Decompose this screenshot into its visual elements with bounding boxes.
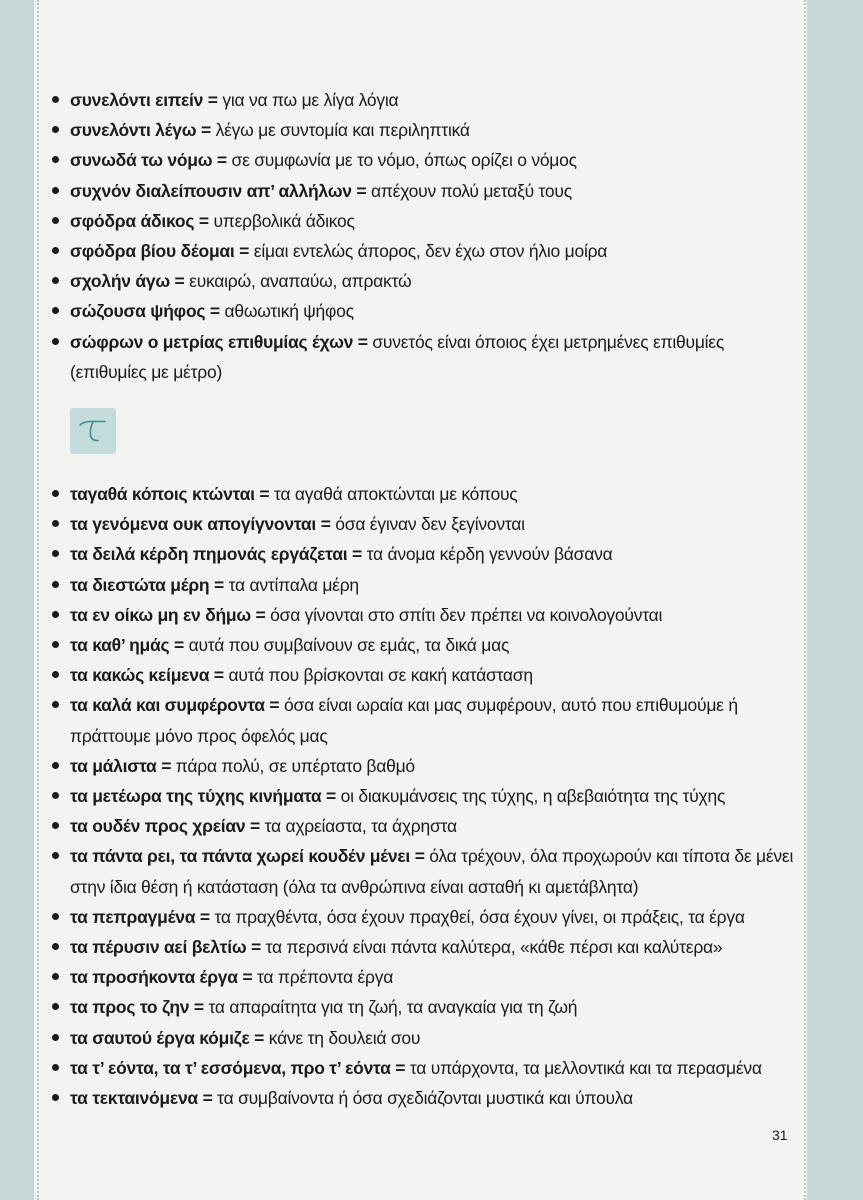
- equals-sign: =: [199, 906, 210, 927]
- entry-meaning: όσα είναι ωραία και μας συμφέρουν, αυτό που επιθυμούμε ή πράττουμε μόνο προς όφελός μας: [70, 695, 738, 746]
- bullet-icon: [52, 550, 59, 557]
- entry-term: συνελόντι λέγω: [70, 120, 197, 141]
- entries-list-tau: [50, 479, 805, 1113]
- list-item: [50, 236, 805, 266]
- bullet-icon: [52, 792, 59, 799]
- bullet-icon: [52, 852, 59, 859]
- equals-sign: =: [213, 665, 224, 686]
- bullet-icon: [52, 671, 59, 678]
- entry-term: σώφρων ο μετρίας επιθυμίας έχων: [70, 331, 354, 352]
- list-item: [50, 660, 805, 690]
- entry-meaning: οι διακυμάνσεις της τύχης, η αβεβαιότητα της τύχης: [340, 786, 726, 807]
- equals-sign: =: [209, 301, 220, 322]
- equals-sign: =: [356, 180, 367, 201]
- bullet-icon: [52, 338, 59, 345]
- list-item: [50, 266, 805, 296]
- entry-term: τα τεκταινόμενα: [70, 1088, 198, 1109]
- equals-sign: =: [207, 90, 218, 110]
- entry-term: τα καλά και συμφέροντα: [70, 695, 265, 716]
- bullet-icon: [52, 156, 59, 163]
- entry-meaning: τα αχρείαστα, τα άχρηστα: [264, 816, 457, 837]
- list-item: [50, 811, 805, 841]
- equals-sign: =: [326, 786, 337, 807]
- list-item: [50, 1023, 805, 1053]
- entry-meaning: λέγω με συντομία και περιληπτικά: [215, 120, 470, 141]
- bullet-icon: [52, 96, 59, 103]
- list-item: [50, 962, 805, 992]
- entry-term: τα κακώς κείμενα: [70, 665, 210, 686]
- entry-term: τα τ’ εόντα, τα τ’ εσσόμενα, προ τ’ εόντα: [70, 1057, 391, 1078]
- entry-term: τα μετέωρα της τύχης κινήματα: [70, 786, 322, 807]
- entry-term: τα πέρυσιν αεί βελτίω: [70, 937, 247, 958]
- entry-meaning: τα περσινά είναι πάντα καλύτερα, «κάθε πέρσι και καλύτερα»: [265, 937, 723, 958]
- entry-meaning: όσα έγιναν δεν ξεγίνονται: [335, 514, 525, 535]
- entry-term: σώζουσα ψήφος: [70, 301, 206, 322]
- bullet-icon: [52, 520, 59, 527]
- equals-sign: =: [395, 1057, 406, 1078]
- entry-meaning: όλα τρέχουν, όλα προχωρούν και τίποτα δε μένει στην ίδια θέση ή κατάσταση (όλα τα ανθρώπινα είναι ασταθή κι αμετάβλητα): [70, 846, 794, 897]
- list-item: [50, 539, 805, 569]
- bullet-icon: [52, 277, 59, 284]
- entry-meaning: τα απαραίτητα για τη ζωή, τα αναγκαία για τη ζωή: [208, 997, 578, 1018]
- list-item: [50, 176, 805, 206]
- page-edge-left: [37, 0, 39, 1200]
- bullet-icon: [52, 247, 59, 254]
- entry-meaning: όσα γίνονται στο σπίτι δεν πρέπει να κοινολογούνται: [270, 604, 663, 625]
- entry-meaning: τα συμβαίνοντα ή όσα σχεδιάζονται μυστικά και ύπουλα: [217, 1088, 633, 1109]
- entry-meaning: υπερβολικά άδικος: [213, 210, 355, 231]
- equals-sign: =: [216, 150, 227, 171]
- entry-meaning: αυτά που βρίσκονται σε κακή κατάσταση: [228, 665, 533, 686]
- bullet-icon: [52, 581, 59, 588]
- equals-sign: =: [251, 937, 261, 958]
- equals-sign: =: [357, 331, 368, 352]
- entry-term: συνελόντι ειπείν: [70, 90, 204, 110]
- entry-meaning: είμαι εντελώς άπορος, δεν έχω στον ήλιο μοίρα: [253, 241, 608, 262]
- list-item: [50, 570, 805, 600]
- equals-sign: =: [414, 846, 425, 867]
- list-item: [50, 902, 805, 932]
- list-item: [50, 115, 805, 145]
- bullet-icon: [52, 1003, 59, 1010]
- entry-term: τα πάντα ρει, τα πάντα χωρεί κουδέν μένει: [70, 846, 411, 867]
- bullet-icon: [52, 307, 59, 314]
- bullet-icon: [52, 187, 59, 194]
- entry-meaning: αυτά που συμβαίνουν σε εμάς, τα δικά μας: [188, 635, 510, 656]
- list-item: [50, 85, 805, 115]
- equals-sign: =: [214, 574, 224, 595]
- entry-term: τα ουδέν προς χρείαν: [70, 816, 246, 837]
- list-item: [50, 751, 805, 781]
- equals-sign: =: [249, 816, 260, 837]
- entry-meaning: συνετός είναι όποιος έχει μετρημένες επιθυμίες (επιθυμίες με μέτρο): [70, 331, 725, 382]
- tau-letter-icon: [77, 418, 109, 444]
- entry-meaning: πάρα πολύ, σε υπέρτατο βαθμό: [175, 755, 415, 776]
- bullet-icon: [52, 822, 59, 829]
- equals-sign: =: [242, 967, 253, 988]
- list-item: [50, 1083, 805, 1113]
- bullet-icon: [52, 762, 59, 769]
- list-item: [50, 479, 805, 509]
- page-number: 31: [772, 1127, 788, 1143]
- entry-term: τα μάλιστα: [70, 755, 157, 776]
- entry-term: σφόδρα βίου δέομαι: [70, 241, 235, 262]
- equals-sign: =: [239, 241, 250, 262]
- list-item: [50, 932, 805, 962]
- list-item: [50, 1053, 805, 1083]
- equals-sign: =: [259, 484, 270, 504]
- equals-sign: =: [174, 271, 185, 292]
- entry-meaning: ευκαιρώ, αναπαύω, απρακτώ: [189, 271, 412, 292]
- letter-heading-tau: [70, 408, 116, 454]
- entry-meaning: κάνε τη δουλειά σου: [268, 1027, 421, 1048]
- entry-term: τα γενόμενα ουκ απογίγνονται: [70, 514, 317, 535]
- entry-term: συνωδά τω νόμω: [70, 150, 213, 171]
- entry-term: τα διεστώτα μέρη: [70, 574, 210, 595]
- equals-sign: =: [161, 755, 172, 776]
- equals-sign: =: [202, 1088, 213, 1109]
- entry-term: τα πεπραγμένα: [70, 906, 196, 927]
- bullet-icon: [52, 611, 59, 618]
- equals-sign: =: [200, 120, 211, 141]
- entry-term: τα εν οίκω μη εν δήμω: [70, 604, 251, 625]
- entry-term: τα προσήκοντα έργα: [70, 967, 238, 988]
- equals-sign: =: [173, 635, 184, 656]
- entry-term: τα δειλά κέρδη πημονάς εργάζεται: [70, 544, 348, 565]
- entry-term: συχνόν διαλείπουσιν απ’ αλλήλων: [70, 180, 352, 201]
- bullet-icon: [52, 217, 59, 224]
- bullet-icon: [52, 701, 59, 708]
- entry-meaning: τα αντίπαλα μέρη: [228, 574, 359, 595]
- entry-meaning: τα υπάρχοντα, τα μελλοντικά και τα περασμένα: [409, 1057, 762, 1078]
- list-item: [50, 992, 805, 1022]
- entry-term: τα σαυτού έργα κόμιζε: [70, 1027, 250, 1048]
- bullet-icon: [52, 973, 59, 980]
- equals-sign: =: [320, 514, 331, 535]
- list-item: [50, 206, 805, 236]
- entry-meaning: σε συμφωνία με το νόμο, όπως ορίζει ο νόμος: [231, 150, 577, 171]
- entry-meaning: τα πρέποντα έργα: [257, 967, 394, 988]
- list-item: [50, 296, 805, 326]
- entry-meaning: τα αγαθά αποκτώνται με κόπους: [273, 484, 518, 504]
- entry-meaning: για να πω με λίγα λόγια: [222, 90, 399, 110]
- list-item: [50, 145, 805, 175]
- bullet-icon: [52, 1034, 59, 1041]
- bullet-icon: [52, 641, 59, 648]
- bullet-icon: [52, 490, 59, 497]
- entry-meaning: τα άνομα κέρδη γεννούν βάσανα: [366, 544, 613, 565]
- entry-term: σχολήν άγω: [70, 271, 170, 292]
- list-item: [50, 781, 805, 811]
- equals-sign: =: [269, 695, 280, 716]
- list-item: [50, 690, 805, 750]
- equals-sign: =: [255, 604, 266, 625]
- bullet-icon: [52, 913, 59, 920]
- entry-term: σφόδρα άδικος: [70, 210, 195, 231]
- bullet-icon: [52, 126, 59, 133]
- entry-term: τα προς το ζην: [70, 997, 190, 1018]
- bullet-icon: [52, 943, 59, 950]
- entry-meaning: απέχουν πολύ μεταξύ τους: [370, 180, 572, 201]
- equals-sign: =: [254, 1027, 265, 1048]
- entry-term: ταγαθά κόποις κτώνται: [70, 484, 255, 504]
- entries-list-sigma: [50, 85, 805, 387]
- entry-meaning: τα πραχθέντα, όσα έχουν πραχθεί, όσα έχουν γίνει, οι πράξεις, τα έργα: [214, 906, 745, 927]
- list-item: [50, 600, 805, 630]
- list-item: [50, 509, 805, 539]
- entry-meaning: αθωωτική ψήφος: [224, 301, 354, 322]
- entry-term: τα καθ’ ημάς: [70, 635, 170, 656]
- equals-sign: =: [352, 544, 362, 565]
- bullet-icon: [52, 1064, 59, 1071]
- equals-sign: =: [198, 210, 209, 231]
- list-item: [50, 630, 805, 660]
- list-item: [50, 327, 805, 387]
- equals-sign: =: [193, 997, 204, 1018]
- list-item: [50, 841, 805, 901]
- bullet-icon: [52, 1094, 59, 1101]
